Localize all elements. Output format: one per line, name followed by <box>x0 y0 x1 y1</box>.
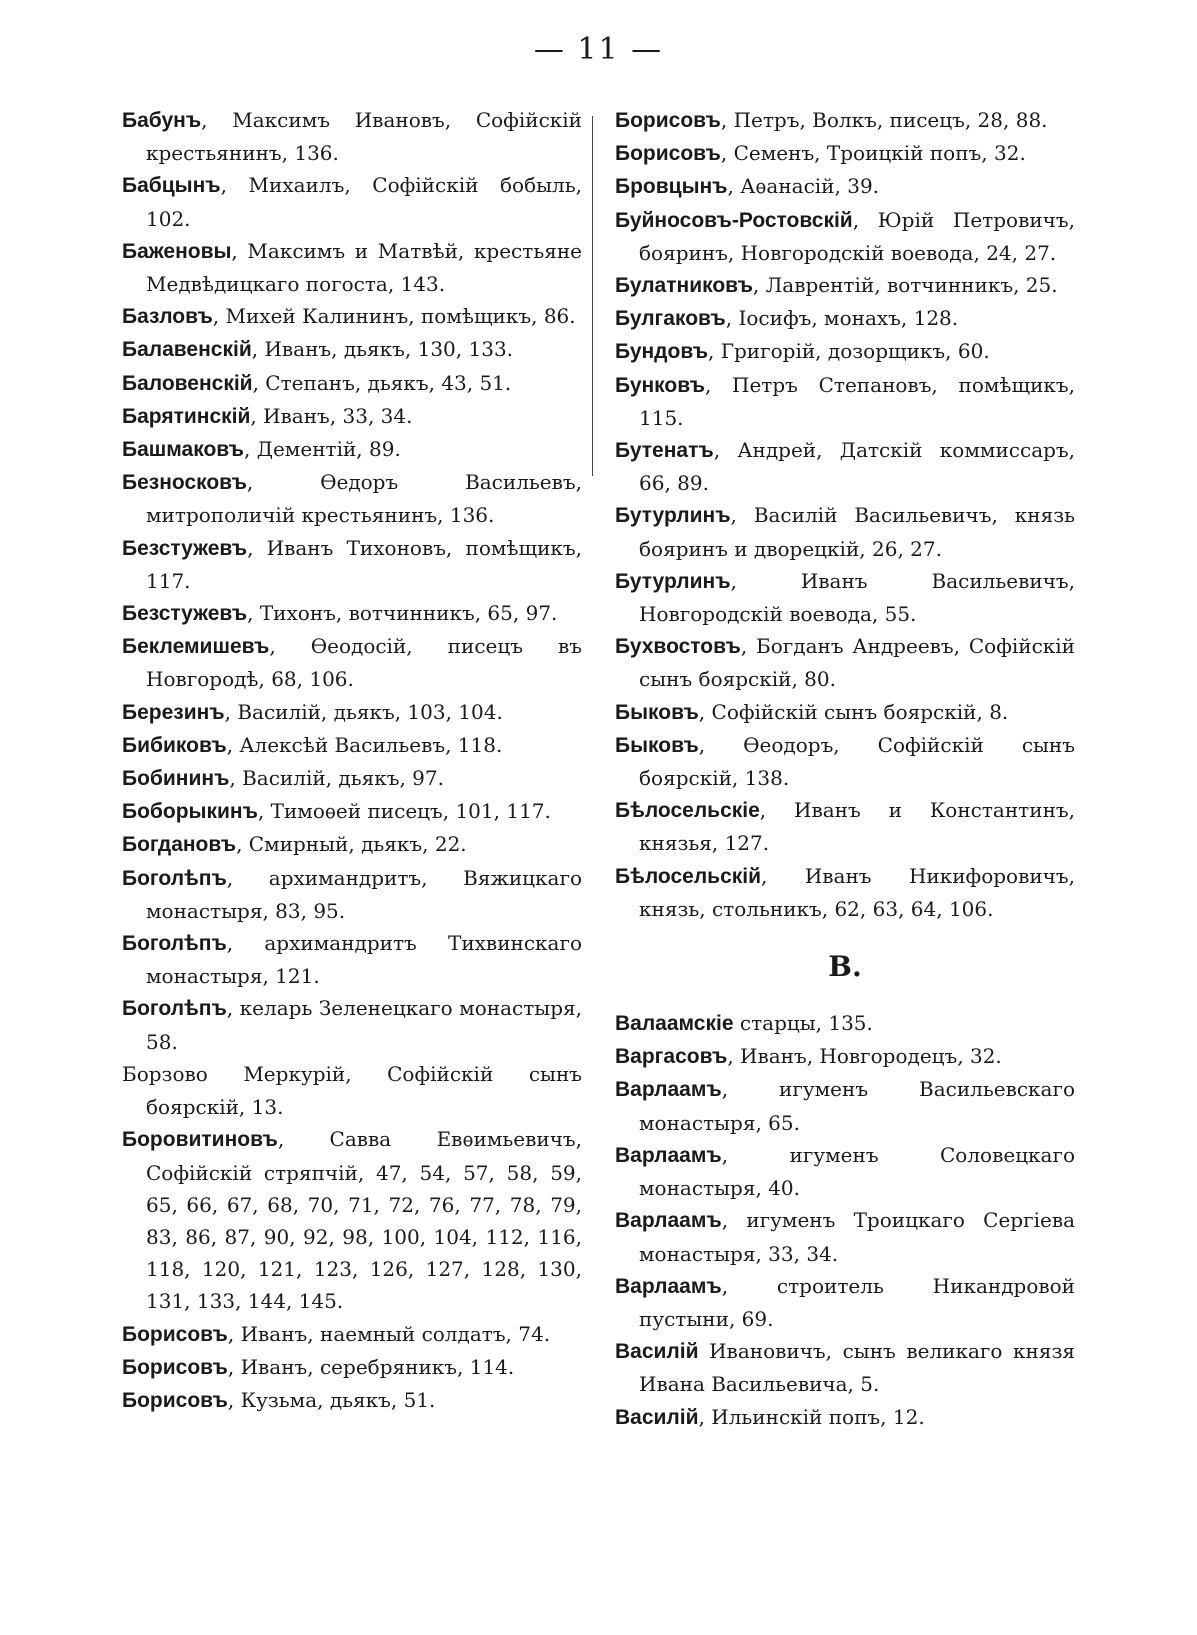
entry-name: Быковъ <box>615 733 699 757</box>
entry-text: , Смирный, дьякъ, 22. <box>236 832 467 857</box>
entry-text: , игуменъ Васильевскаго монастыря, 65. <box>639 1077 1075 1135</box>
entry-text: , Василій, дьякъ, 97. <box>229 766 444 791</box>
index-entry <box>122 729 582 762</box>
entry-text: , Лаврентій, вотчинникъ, 25. <box>752 273 1058 298</box>
entry-name: Бобининъ <box>122 767 230 791</box>
entry-name: Богдановъ <box>122 833 237 857</box>
entry-name: Борисовъ <box>615 109 721 132</box>
entry-text: , Иванъ, наемный солдатъ, 74. <box>227 1321 551 1346</box>
index-entry <box>615 794 1075 859</box>
entry-text: , Ильинскій попъ, 12. <box>698 1404 925 1429</box>
index-entry <box>615 565 1075 630</box>
index-entry <box>615 369 1075 434</box>
page-number: — 11 — <box>533 32 664 67</box>
index-entry <box>615 1139 1075 1204</box>
index-entry <box>122 927 582 992</box>
entry-text: , келарь Зеленецкаго монастыря, 58. <box>146 996 582 1054</box>
entry-text: , Степанъ, дьякъ, 43, 51. <box>252 370 512 395</box>
entry-name: Безносковъ <box>122 471 247 495</box>
entry-text: старцы, 135. <box>733 1011 873 1036</box>
index-entry <box>122 1123 582 1317</box>
entry-text: , Василій Васильевичъ, князь бояринъ и дворецкій, 26, 27. <box>639 503 1075 561</box>
index-entry <box>122 1318 582 1351</box>
entry-name: Василій <box>615 1405 699 1429</box>
entry-text: , Максимъ Ивановъ, Софійскій крестьянинъ, 136. <box>146 108 582 166</box>
entry-text: , Алексѣй Васильевъ, 118. <box>226 732 503 757</box>
index-column-right <box>615 104 1075 1434</box>
entry-name: Безстужевъ <box>122 536 248 560</box>
index-entry <box>615 335 1075 368</box>
entry-name: Бутурлинъ <box>615 569 731 593</box>
index-entry <box>122 367 582 400</box>
index-entry <box>122 597 582 630</box>
entry-name: Варлаамъ <box>615 1143 722 1167</box>
entry-name: Бѣлосельскій <box>615 864 762 888</box>
index-entry <box>615 630 1075 695</box>
entry-text: , Юрій Петровичъ, бояринъ, Новгородскій воевода, 24, 27. <box>639 207 1075 265</box>
entry-text: , Ѳедоръ Васильевъ, митрополичій крестьянинъ, 136. <box>146 470 582 528</box>
entry-name: Березинъ <box>122 700 225 724</box>
entry-name: Бундовъ <box>615 340 709 364</box>
entry-name: Варлаамъ <box>615 1078 722 1102</box>
entry-text: , Савва Евѳимьевичъ, Софійскій стряпчій, 47, 54, 57, 58, 59, 65, 66, 67, 68, 70, 71, 72, 76, 77, 78, 79, 83, 86, 87, 90, 92, 98, 100, 104, 112, 116, 118, 120, 121, 123, 126, 127, 128, 130, 131, 133, 144, 145. <box>146 1127 582 1314</box>
entry-text: , Иванъ Тихоновъ, помѣщикъ, 117. <box>146 535 582 593</box>
entry-text: , Михаилъ, Софійскій бобыль, 102. <box>146 173 582 231</box>
entry-name: Бунковъ <box>615 373 705 397</box>
index-entries-right <box>615 104 1075 925</box>
index-entry <box>615 1204 1075 1269</box>
entry-name: Барятинскій <box>122 404 251 428</box>
entry-name: Бухвостовъ <box>615 635 741 659</box>
index-entry <box>122 169 582 234</box>
index-entry <box>122 862 582 927</box>
entry-text: , Тихонъ, вотчинникъ, 65, 97. <box>247 601 558 626</box>
entry-text: Ивановичъ, сынъ великаго князя Ивана Васильевича, 5. <box>639 1339 1075 1397</box>
index-entry <box>122 1384 582 1417</box>
index-entry <box>615 204 1075 269</box>
entry-name: Бровцынъ <box>615 175 728 199</box>
entry-text: , Іосифъ, монахъ, 128. <box>725 306 959 331</box>
entry-name: Борисовъ <box>122 1355 228 1379</box>
index-entry <box>122 795 582 828</box>
index-entry <box>122 1351 582 1384</box>
entry-name: Валаамскіе <box>615 1012 734 1036</box>
entry-name: Варлаамъ <box>615 1209 722 1233</box>
index-entry <box>615 137 1075 170</box>
entry-name: Булгаковъ <box>615 307 726 331</box>
entry-text: , Григорій, дозорщикъ, 60. <box>708 339 990 364</box>
index-entry <box>122 1058 582 1123</box>
entry-text: , Софійскій сынъ боярскій, 8. <box>698 699 1009 724</box>
entry-name: Варлаамъ <box>615 1274 722 1298</box>
index-entry <box>122 762 582 795</box>
entry-text: , Иванъ, Новгородецъ, 32. <box>727 1044 1002 1069</box>
entry-text: Борзово Меркурій, Софійскій сынъ боярскій, 13. <box>122 1061 582 1120</box>
entry-text: , Иванъ Васильевичъ, Новгородскій воевода, 55. <box>639 568 1075 627</box>
index-entry <box>615 104 1075 137</box>
entry-text: , Иванъ, дьякъ, 130, 133. <box>251 337 514 362</box>
entry-text: , Богданъ Андреевъ, Софійскій сынъ боярскій, 80. <box>639 634 1075 692</box>
index-entry <box>615 302 1075 335</box>
index-entry <box>122 532 582 597</box>
entry-text: , Иванъ Никифоровичъ, князь, стольникъ, 62, 63, 64, 106. <box>639 863 1075 921</box>
index-entries-section <box>615 1007 1075 1434</box>
index-entry <box>122 333 582 366</box>
index-entry <box>122 466 582 531</box>
entry-name: Безстужевъ <box>122 602 248 626</box>
entry-name: Варгасовъ <box>615 1045 728 1069</box>
index-entry <box>615 1270 1075 1335</box>
index-entry <box>122 104 582 169</box>
entry-text: , Андрей, Датскій коммиссаръ, 66, 89. <box>639 438 1075 496</box>
column-divider <box>592 116 593 476</box>
index-entry <box>122 696 582 729</box>
index-entry <box>615 269 1075 302</box>
entry-text: , игуменъ Троицкаго Сергіева монастыря, 33, 34. <box>639 1208 1075 1266</box>
index-entry <box>122 433 582 466</box>
entry-text: , Ѳеодосій, писецъ въ Новгородѣ, 68, 106. <box>146 634 582 692</box>
entry-text: , игуменъ Соловецкаго монастыря, 40. <box>639 1142 1075 1201</box>
entry-text: , Михей Калининъ, помѣщикъ, 86. <box>212 304 576 329</box>
entry-name: Башмаковъ <box>122 438 244 462</box>
index-entry <box>122 828 582 861</box>
entry-name: Базловъ <box>122 305 213 329</box>
index-entry <box>615 1335 1075 1400</box>
entry-name: Баженовы <box>122 239 232 263</box>
entry-name: Балавенскій <box>122 338 252 362</box>
entry-name: Булатниковъ <box>615 274 753 298</box>
index-entry <box>122 235 582 300</box>
entry-name: Быковъ <box>615 700 699 724</box>
index-entry <box>122 300 582 333</box>
entry-name: Бабунъ <box>122 109 202 132</box>
entry-text: , Семенъ, Троицкій попъ, 32. <box>720 141 1026 166</box>
index-entry <box>615 1401 1075 1434</box>
entry-name: Боголѣпъ <box>122 932 227 956</box>
index-entry <box>615 434 1075 499</box>
index-entry <box>615 696 1075 729</box>
index-entry <box>122 992 582 1057</box>
entry-text: , Василій, дьякъ, 103, 104. <box>224 699 503 724</box>
entry-text: , Кузьма, дьякъ, 51. <box>227 1387 436 1412</box>
entry-text: , Тимоѳей писецъ, 101, 117. <box>257 799 551 824</box>
index-entry <box>615 499 1075 564</box>
entry-name: Беклемишевъ <box>122 635 270 659</box>
index-entry <box>615 729 1075 794</box>
index-entry <box>122 630 582 695</box>
entry-name: Боголѣпъ <box>122 866 227 890</box>
entry-text: , Иванъ, серебряникъ, 114. <box>227 1354 515 1379</box>
entry-text: , Петръ, Волкъ, писецъ, 28, 88. <box>720 108 1048 132</box>
entry-name: Боровитиновъ <box>122 1128 278 1152</box>
entry-text: , Иванъ и Константинъ, князья, 127. <box>639 798 1075 856</box>
index-column-left <box>122 104 582 1417</box>
index-entry <box>615 860 1075 925</box>
index-entry <box>615 170 1075 203</box>
entry-name: Боголѣпъ <box>122 997 227 1021</box>
entry-name: Баловенскій <box>122 371 253 395</box>
entry-text: , строитель Никандровой пустыни, 69. <box>639 1273 1075 1331</box>
entry-text: , Иванъ, 33, 34. <box>250 403 413 428</box>
entry-text: , Аѳанасій, 39. <box>727 174 880 199</box>
index-entry <box>615 1073 1075 1138</box>
entry-name: Бутурлинъ <box>615 504 731 528</box>
entry-text: , Дементій, 89. <box>243 437 401 462</box>
entry-text: , архимандритъ Тихвинскаго монастыря, 121. <box>146 931 582 989</box>
entry-name: Борисовъ <box>615 142 721 166</box>
entry-name: Василій <box>615 1340 699 1364</box>
entry-name: Борисовъ <box>122 1388 228 1412</box>
index-entry <box>615 1040 1075 1073</box>
entry-name: Борисовъ <box>122 1322 228 1346</box>
index-entry <box>122 400 582 433</box>
entry-name: Боборыкинъ <box>122 800 258 824</box>
entry-name: Бѣлосельскіе <box>615 799 760 823</box>
entry-text: , Ѳеодоръ, Софійскій сынъ боярскій, 138. <box>639 732 1075 791</box>
entry-text: , Петръ Степановъ, помѣщикъ, 115. <box>639 372 1075 430</box>
entry-name: Бабцынъ <box>122 174 221 198</box>
entry-text: , Максимъ и Матвѣй, крестьяне Медвѣдицкаго погоста, 143. <box>146 238 582 297</box>
section-letter: В. <box>828 950 862 984</box>
entry-text: , архимандритъ, Вяжицкаго монастыря, 83, 95. <box>146 865 582 923</box>
entry-name: Бибиковъ <box>122 733 227 757</box>
index-entry <box>615 1007 1075 1040</box>
entry-name: Буйносовъ-Ростовскій <box>615 208 853 232</box>
entry-name: Бутенатъ <box>615 439 714 463</box>
